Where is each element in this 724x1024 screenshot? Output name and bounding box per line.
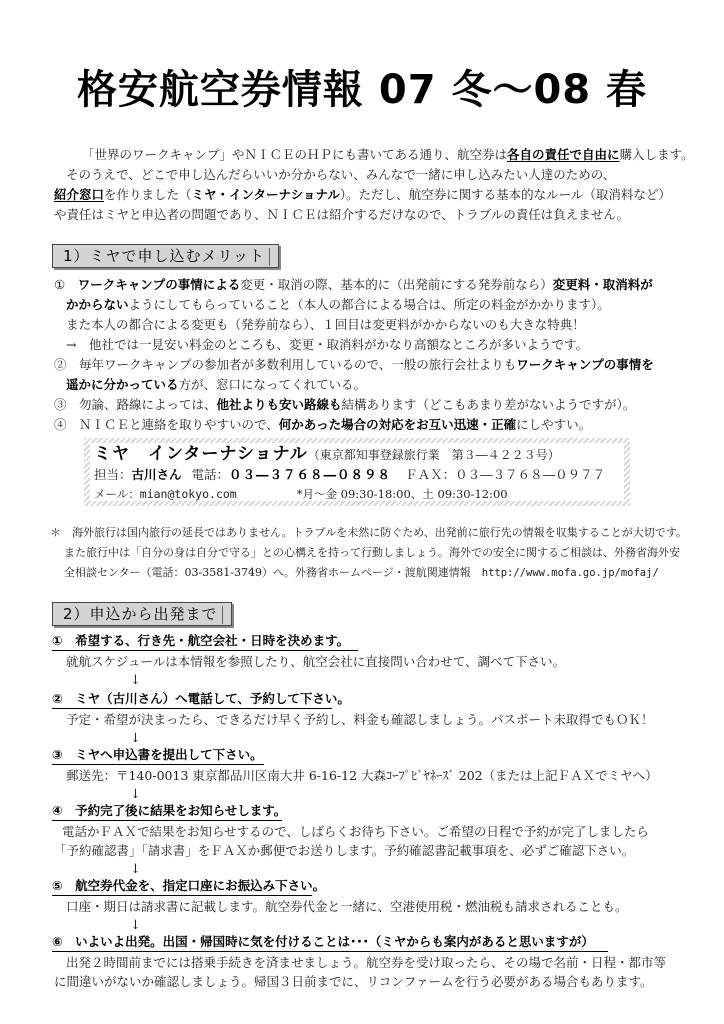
step-4-text-2: 「予約確認書」「請求書」をＦＡＸか郵便でお送りします。予約確認書記載事項を、必ずご確認下さい。: [54, 843, 635, 858]
merit-item-2-cont: [66, 374, 366, 396]
intro-text: 購入します。: [619, 147, 694, 162]
staff-label: 担当：: [94, 467, 132, 482]
item-text: ② 毎年ワークキャンプの参加者が多数利用しているので、一般の旅行会社よりも: [54, 357, 517, 372]
step-2-text: 予定・希望が決まったら、できるだけ早く予約し、料金も確認しましょう。パスポート未取得でもＯＫ！: [66, 712, 654, 727]
note-line-1: ＊ 海外旅行は国内旅行の延長ではありません。トラブルを未然に防ぐため、出発前に旅行先の情報を収集することが大切です。: [50, 526, 687, 539]
step-3-title: ③ ミヤへ申込書を提出して下さい。: [52, 746, 264, 765]
intro-line-1: [82, 144, 694, 166]
merit-item-1-note: → 他社では一見安い料金のところも、変更・取消料がかなり高額なところが多いようです。: [66, 337, 588, 352]
item-text: ようにしてもらっていること（本人の都合による場合は、所定の料金がかかります）。: [128, 297, 610, 312]
note-line-3: [64, 562, 659, 584]
intro-line-4: や責任はミヤと申込者の問題であり、ＮＩＣＥは紹介するだけなので、トラブルの責任は負えません。: [54, 207, 630, 222]
item-text: 結構あります（どこもあまり差がないようですが）。: [341, 397, 636, 412]
item-emphasis: 何かあった場合の対応をお互い迅速・正確: [278, 417, 517, 432]
item-emphasis: 変更料・取消料が: [552, 277, 653, 292]
arrow-down-icon: ↓: [130, 918, 141, 933]
merit-item-1: [54, 274, 653, 296]
arrow-down-icon: ↓: [130, 787, 141, 802]
arrow-down-icon: ↓: [130, 731, 141, 746]
section-header-text: 1）ミヤで申し込むメリット: [63, 247, 265, 265]
arrow-down-icon: ↓: [130, 673, 141, 688]
note-text: 全相談センター（電話：03-3581-3749）へ。外務省ホームページ・渡航関連情報: [64, 566, 482, 579]
step-3-text: 郵送先：〒140-0013 東京都品川区南大井 6-16-12 大森ｺｰﾌﾟﾋﾞﾔﾈｰｽﾞ 202（または上記ＦＡＸでミヤへ）: [66, 768, 658, 783]
item-number: ①: [54, 277, 78, 292]
page-title: 格安航空券情報 07 冬～08 春: [76, 67, 648, 113]
header-divider: [222, 606, 223, 624]
header-divider: [269, 248, 270, 266]
step-2-title: ② ミヤ（古川さん）へ電話して、予約して下さい。: [52, 690, 332, 709]
step-4-text-1: 電話かＦＡＸで結果をお知らせするので、しばらくお待ち下さい。ご希望の日程で予約が完了しましたら: [62, 824, 649, 839]
intro-text: 「世界のワークキャンプ」やＮＩＣＥのＨＰにも書いてある通り、航空券は: [82, 147, 508, 162]
step-6-title: ⑥ いよいよ出発。出国・帰国時に気を付けることは･･･（ミヤからも案内があると思いますが）: [52, 933, 608, 952]
merit-item-1-cont: [66, 294, 610, 316]
contact-box-inner: [90, 443, 624, 501]
contact-box: [84, 438, 630, 506]
intro-emphasis: 紹介窓口: [54, 187, 105, 202]
item-text: にしやすい。: [516, 417, 592, 432]
merit-item-3: [54, 394, 635, 416]
step-4-title: ④ 予約完了後に結果をお知らせします。: [52, 802, 282, 821]
item-text: 変更・取消の際、基本的に（出発前にする発券前なら）: [240, 277, 553, 292]
intro-emphasis: 各自の責任で自由に: [507, 147, 620, 162]
item-emphasis: 遥かに分かっている: [66, 377, 179, 392]
section-header-text: 2）申込から出発まで: [63, 605, 218, 623]
section-header-process: [52, 602, 232, 626]
item-emphasis: ワークキャンプの事情による: [77, 277, 241, 292]
fax-number: ０３―３７６８―０９７７: [455, 467, 606, 482]
merit-item-1-extra: また本人の都合による変更も（発券前なら）、１回目は変更料がかからないのも大きな特典！: [66, 317, 585, 332]
merit-item-4: [54, 414, 591, 436]
item-text: 方が、窓口になってくれている。: [178, 377, 367, 392]
section-header-merits: [52, 244, 279, 268]
phone-number[interactable]: ０３―３７６８―０８９８: [229, 467, 392, 482]
item-emphasis: かからない: [66, 297, 129, 312]
step-6-text-1: 出発２時間前までには搭乗手続きを済ませましょう。航空券を受け取ったら、その場で名前・日程・都市等: [66, 955, 667, 970]
phone-label: 電話：: [191, 467, 230, 482]
step-1-text: 就航スケジュールは本情報を参照したり、航空会社に直接問い合わせて、調べて下さい。: [66, 654, 566, 669]
item-emphasis: ワークキャンプの事情を: [516, 357, 654, 372]
company-name: ミヤ インターナショナル: [94, 444, 308, 464]
email-address[interactable]: mian@tokyo.com: [139, 487, 237, 501]
company-name: ミヤ・インターナショナル: [191, 187, 340, 202]
mofa-link[interactable]: http://www.mofa.go.jp/mofaj/: [481, 567, 659, 579]
contact-mail-line: [94, 483, 508, 505]
contact-name-line: [94, 443, 560, 466]
license-number: （東京都知事登録旅行業 第３―４２２３号）: [307, 448, 560, 462]
mail-label: メール：: [94, 487, 140, 501]
note-line-2: また旅行中は「自分の身は自分で守る」との心構えを持って行動しましょう。海外での安全に関するご相談は、外務省海外安: [64, 546, 680, 559]
step-1-title: ① 希望する、行き先・航空会社・日時を決めます。: [52, 632, 358, 651]
business-hours: *月～金 09:30-18:00、土 09:30-12:00: [296, 487, 508, 501]
intro-text: ）。ただし、航空券に関する基本的なルール（取消料など）: [339, 187, 671, 202]
step-5-title: ⑤ 航空券代金を、指定口座にお振込み下さい。: [52, 877, 312, 896]
intro-line-3: [54, 184, 671, 206]
staff-name: 古川さん: [131, 467, 182, 482]
intro-line-2: そのうえで、どこで申し込んだらいいか分からない、みんなで一緒に申し込みたい人達のための、: [66, 167, 616, 182]
item-text: ④ ＮＩＣＥと連絡を取りやすいので、: [54, 417, 279, 432]
intro-text: を作りました（: [104, 187, 192, 202]
step-6-text-2: に間違いがないか確認しましょう。帰国３日前までに、リコンファームを行う必要がある場合もあります。: [54, 974, 653, 989]
step-5-text: 口座・期日は請求書に記載します。航空券代金と一緒に、空港使用税・燃油税も請求されることも。: [66, 899, 628, 914]
fax-label: ＦＡＸ：: [405, 467, 456, 482]
arrow-down-icon: ↓: [130, 862, 141, 877]
item-emphasis: 他社よりも安い路線も: [216, 397, 342, 412]
item-text: ③ 勿論、路線によっては、: [54, 397, 217, 412]
merit-item-2: [54, 354, 654, 376]
